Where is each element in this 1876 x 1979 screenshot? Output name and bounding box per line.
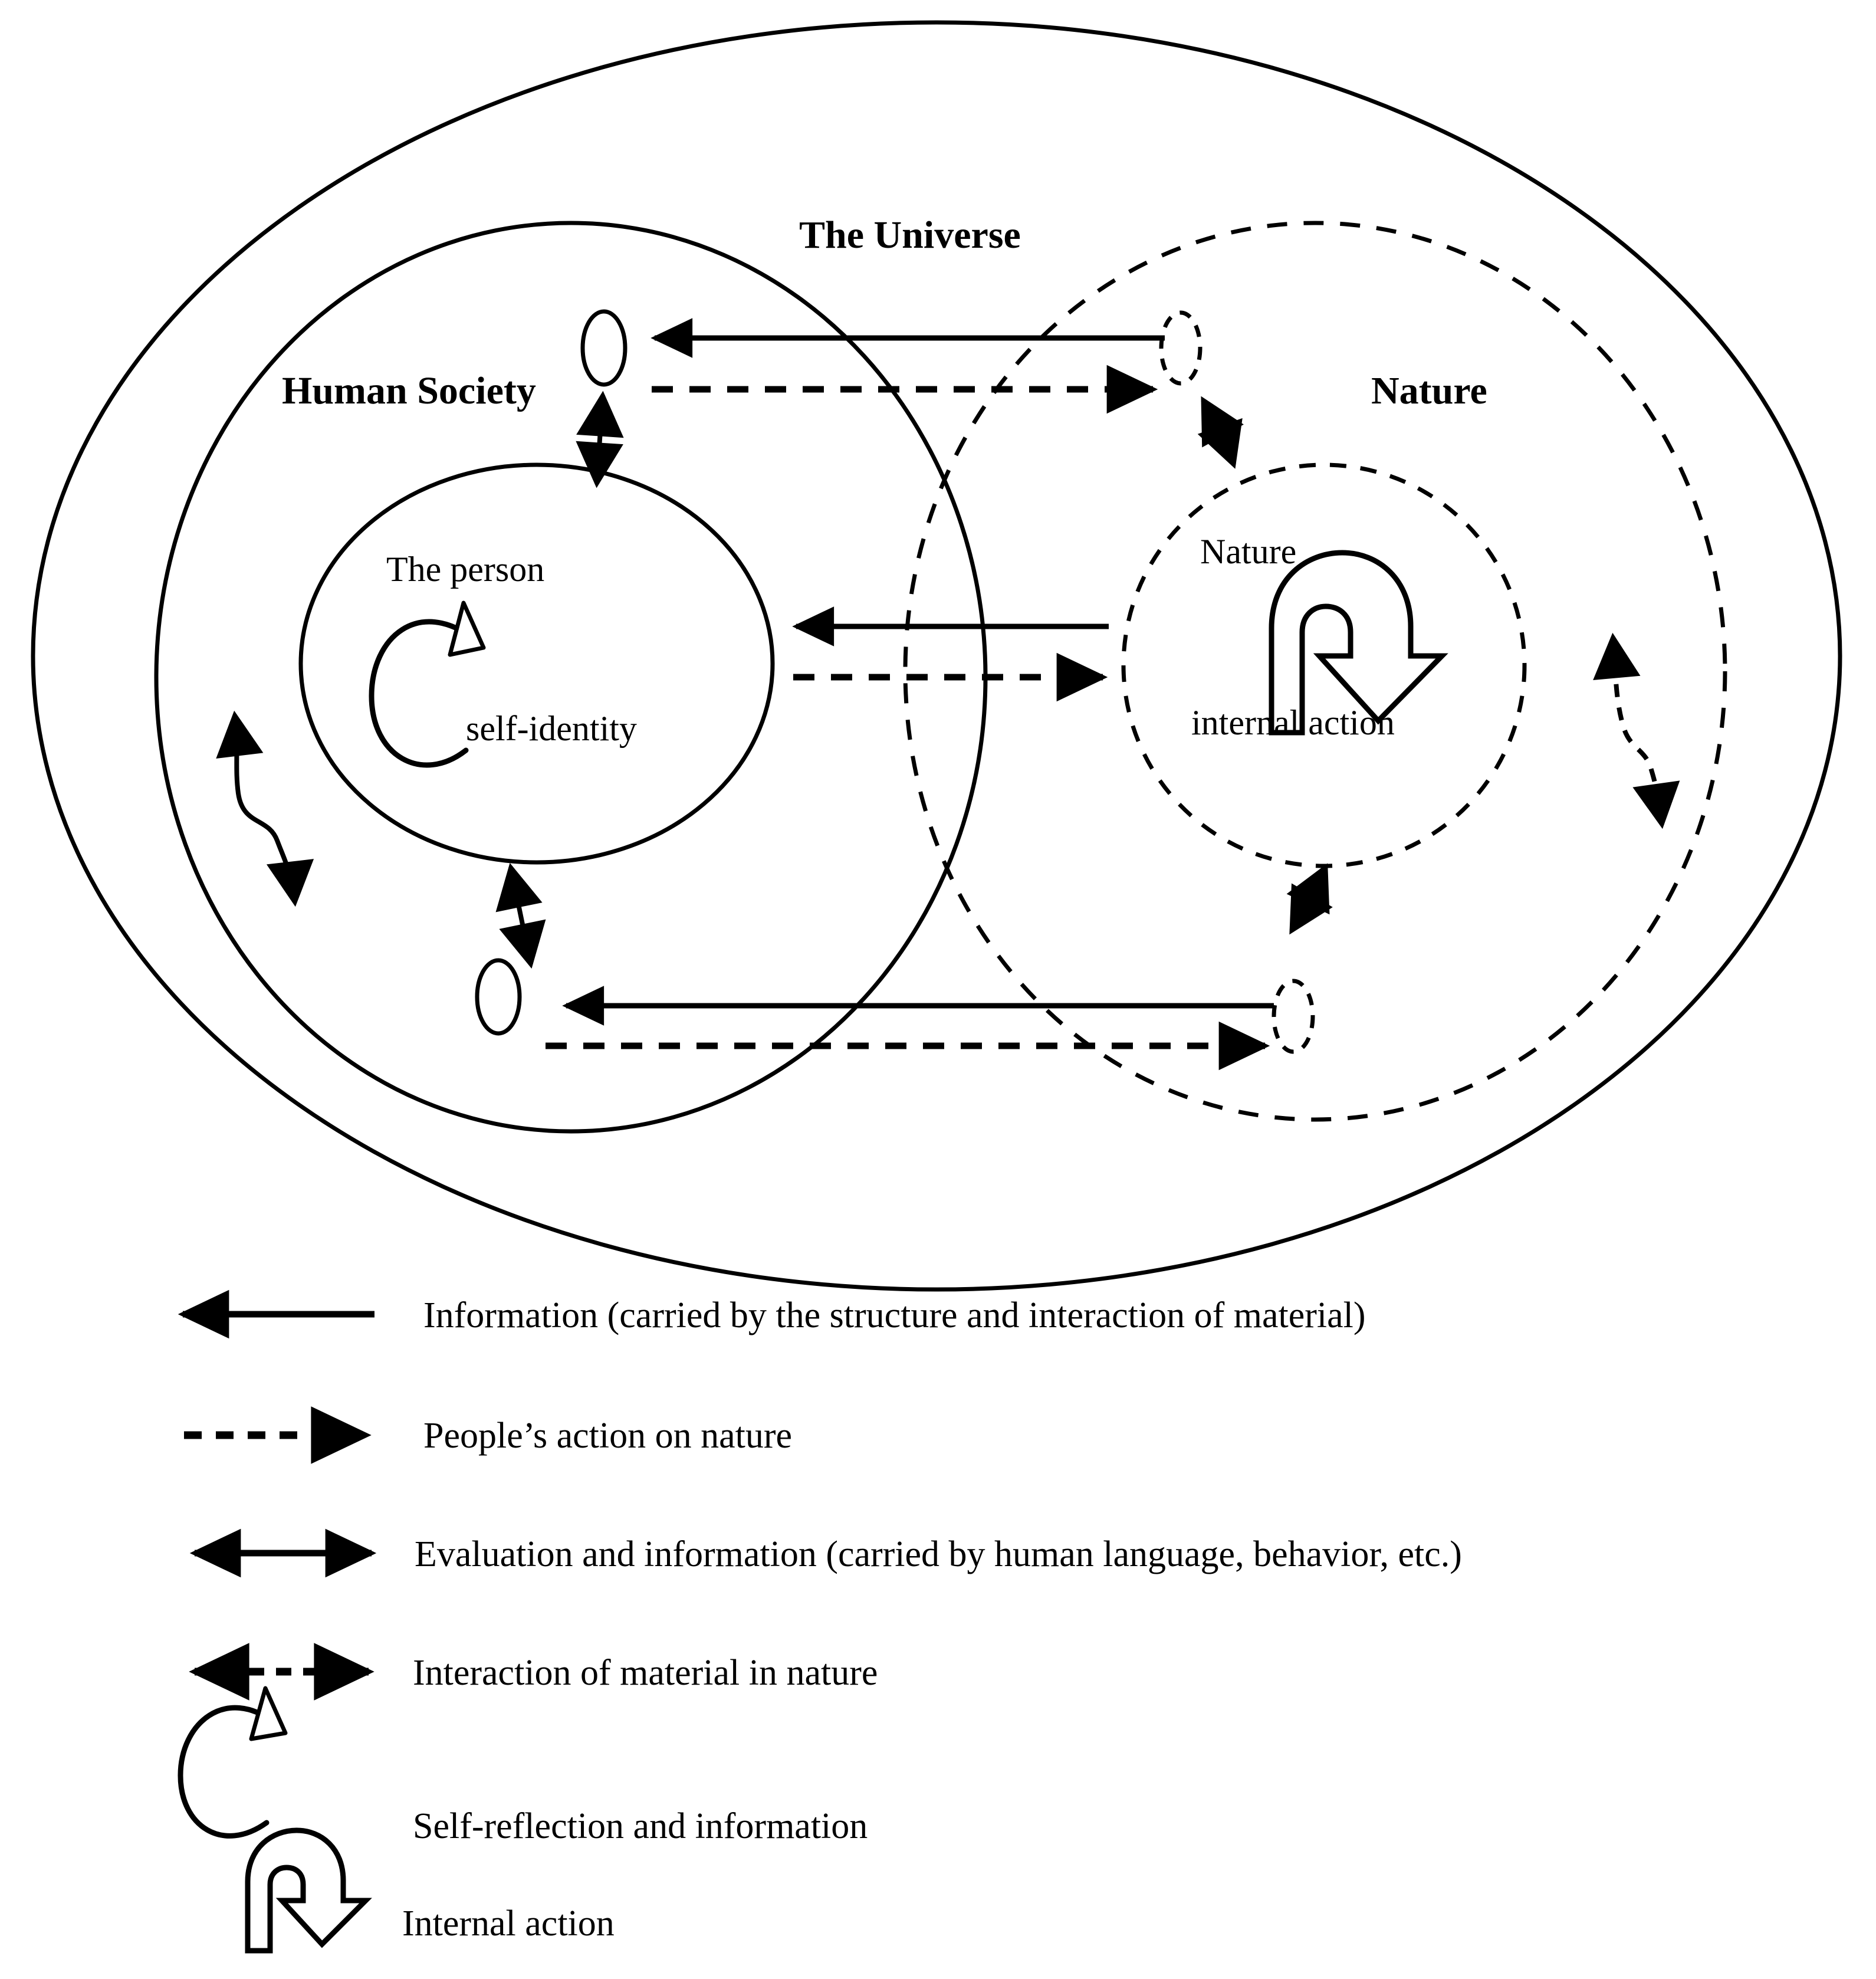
- legend-label-evaluation: Evaluation and information (carried by human language, behavior, etc.): [415, 1534, 1462, 1574]
- eval-left-wavy-arrow: [235, 715, 295, 902]
- legend-label-information: Information (carried by the structure and interaction of material): [423, 1295, 1366, 1335]
- legend-self-reflection-loop-icon: [180, 1688, 285, 1836]
- label-the-person: The person: [386, 550, 545, 589]
- nature-interaction-right-arrow: [1613, 637, 1662, 825]
- label-internal-action: internal action: [1191, 703, 1395, 742]
- legend-icons: [180, 1314, 374, 1951]
- society-node-bottom[interactable]: [477, 960, 520, 1033]
- legend-label-peoples-action: People’s action on nature: [423, 1416, 792, 1456]
- nature-interaction-bottom-arrow: [1292, 867, 1326, 931]
- human-society-ellipse: [156, 223, 985, 1131]
- legend-label-interaction: Interaction of material in nature: [413, 1653, 878, 1693]
- label-self-identity: self-identity: [466, 709, 637, 748]
- legend-label-self-reflection: Self-reflection and information: [413, 1806, 868, 1846]
- eval-bottom-arrow: [511, 867, 531, 964]
- universe-region: [33, 22, 1840, 1289]
- connection-arrows: [235, 338, 1662, 1046]
- legend-internal-action-loop-icon: [248, 1830, 366, 1951]
- nature-node-bottom[interactable]: [1274, 981, 1313, 1052]
- society-node-top[interactable]: [583, 311, 625, 385]
- label-nature-inner: Nature: [1200, 532, 1297, 571]
- label-nature: Nature: [1371, 369, 1487, 412]
- legend-label-internal-action: Internal action: [402, 1903, 615, 1944]
- label-human-society: Human Society: [282, 369, 536, 412]
- universe-ellipse: [33, 22, 1840, 1289]
- nature-interaction-top-arrow: [1203, 400, 1234, 465]
- nature-inner-ellipse: [1123, 465, 1525, 866]
- nature-node-top[interactable]: [1161, 313, 1200, 383]
- the-person-ellipse: [301, 465, 773, 862]
- nature-outer-ellipse: [905, 223, 1725, 1120]
- label-universe: The Universe: [799, 214, 1021, 257]
